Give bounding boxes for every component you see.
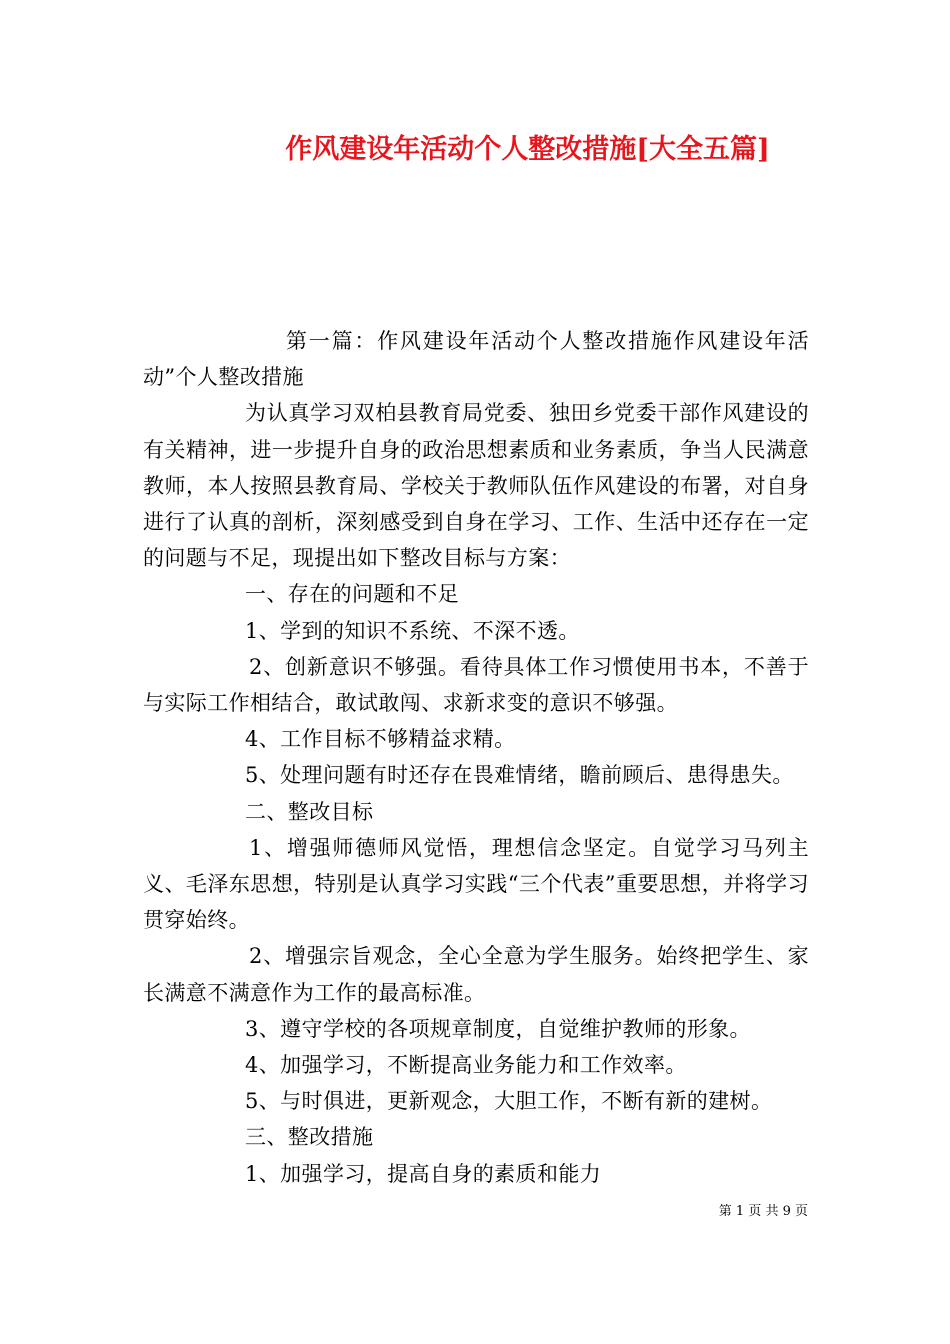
paragraph: 为认真学习双柏县教育局党委、独田乡党委干部作风建设的有关精神，进一步提升自身的政治思想素质和业务素质，争当人民满意教师，本人按照县教育局、学校关于教师队伍作风建设的布署，对自身进行了认真的剖析，深刻感受到自身在学习、工作、生活中还存在一定的问题与不足，现提出如下整改目标与方案： [143,401,809,571]
paragraph: 1、增强师德师风觉悟，理想信念坚定。自觉学习马列主义、毛泽东思想，特别是认真学习实践“三个代表”重要思想，并将学习贯穿始终。 [143,835,809,933]
paragraph: 2、创新意识不够强。看待具体工作习惯使用书本，不善于与实际工作相结合，敢试敢闯、求新求变的意识不够强。 [143,654,809,716]
paragraph: 一、存在的问题和不足 [245,582,459,607]
paragraph: 2、增强宗旨观念，全心全意为学生服务。始终把学生、家长满意不满意作为工作的最高标准。 [143,944,809,1005]
paragraph: 1、学到的知识不系统、不深不透。 [245,618,580,643]
paragraph: 第一篇：作风建设年活动个人整改措施作风建设年活动”个人整改措施 [143,329,809,390]
paragraph: 5、处理问题有时还存在畏难情绪，瞻前顾后、患得患失。 [245,763,794,788]
paragraph: 5、与时俱进，更新观念，大胆工作，不断有新的建树。 [245,1089,773,1114]
document-body [143,323,809,1192]
paragraph: 三、整改措施 [245,1125,374,1150]
paragraph: 3、遵守学校的各项规章制度，自觉维护教师的形象。 [245,1016,751,1041]
document-title: 作风建设年活动个人整改措施[大全五篇] [285,134,770,165]
page-number-footer: 第 1 页 共 9 页 [718,1204,808,1219]
paragraph: 4、工作目标不够精益求精。 [245,727,516,752]
paragraph: 1、加强学习，提高自身的素质和能力 [245,1161,602,1186]
paragraph: 4、加强学习，不断提高业务能力和工作效率。 [245,1053,687,1078]
paragraph: 二、整改目标 [245,799,374,824]
